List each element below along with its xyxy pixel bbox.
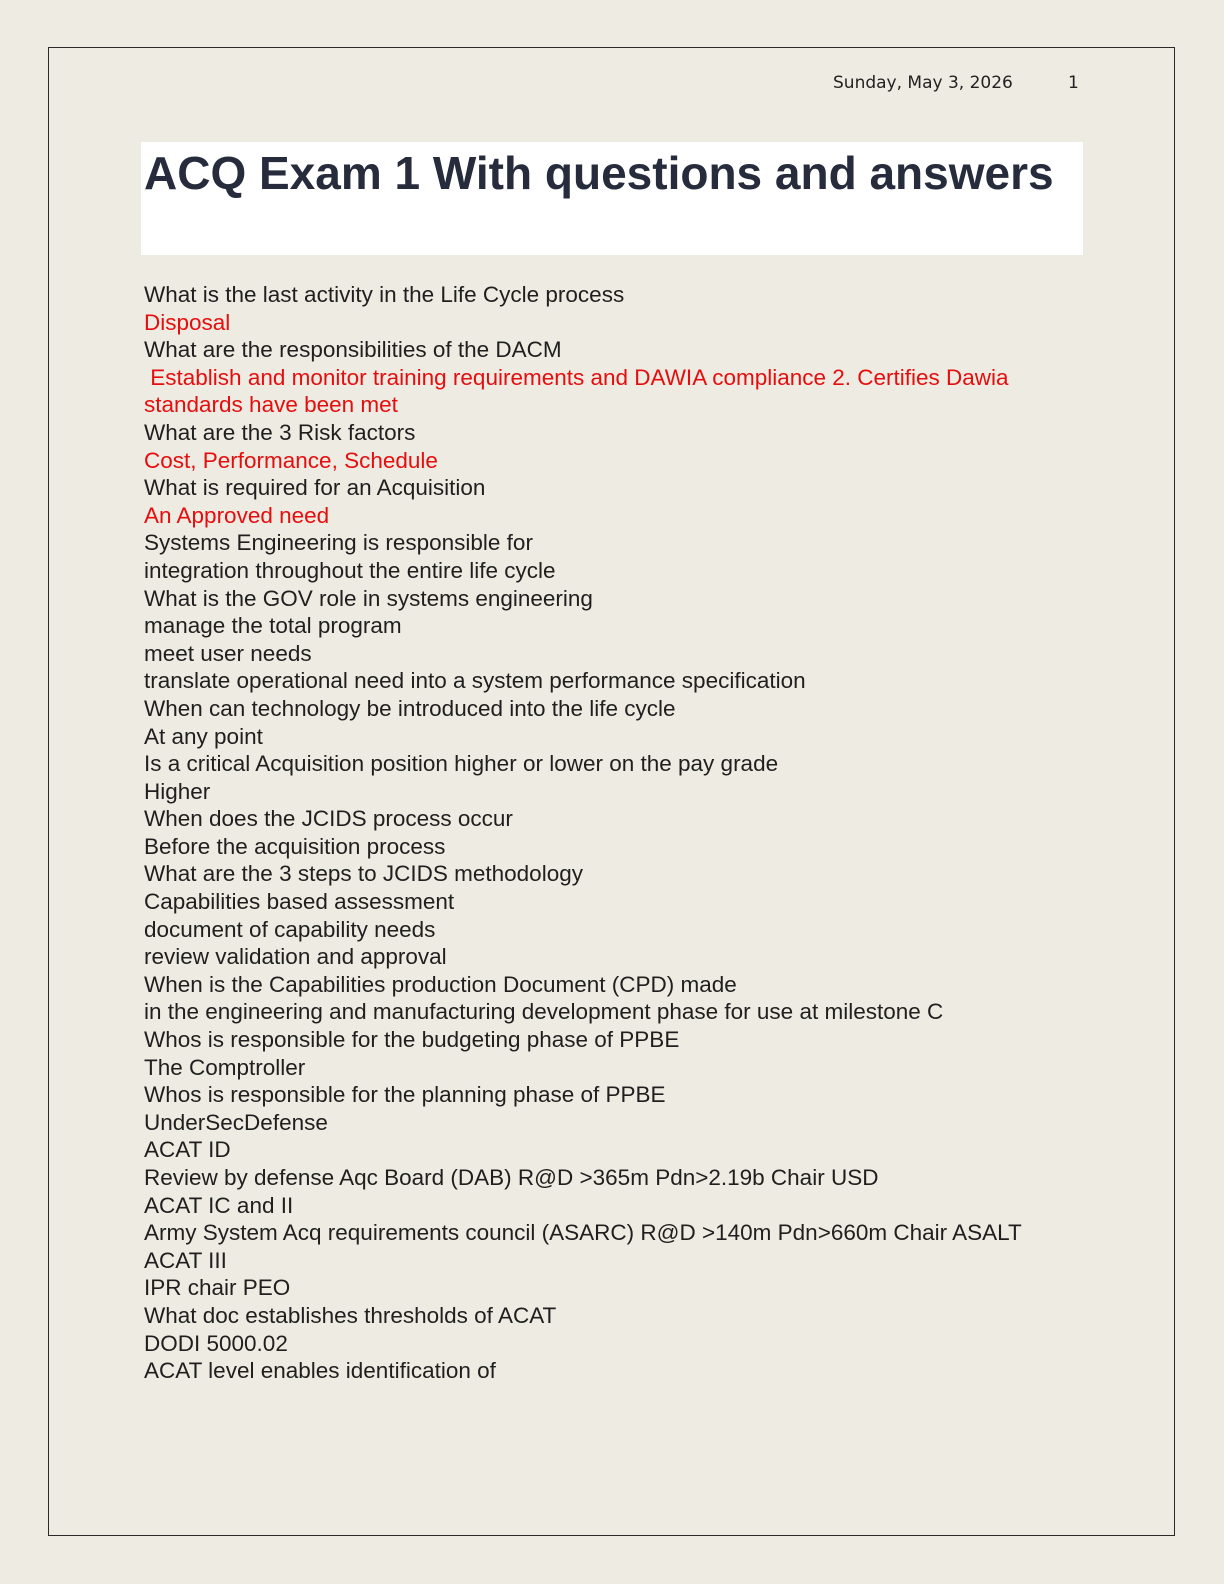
answer-line: Disposal [144,309,231,335]
text-line: integration throughout the entire life cycle [144,557,556,583]
document-title: ACQ Exam 1 With questions and answers [144,147,1054,199]
text-line: Capabilities based assessment [144,889,455,915]
text-line: IPR chair PEO [144,1275,291,1301]
text-line: Is a critical Acquisition position higher or lower on the pay grade [144,751,779,777]
answer-line: An Approved need [144,502,330,528]
text-line: manage the total program [144,613,402,639]
text-line: ACAT ID [144,1137,231,1163]
answer-line: Establish and monitor training requirements and DAWIA compliance 2. Certifies Dawia standards have been met [144,364,1015,418]
text-line: review validation and approval [144,944,447,970]
text-line: What doc establishes thresholds of ACAT [144,1302,557,1328]
text-line: Whos is responsible for the planning phase of PPBE [144,1082,666,1108]
text-line: What are the responsibilities of the DACM [144,337,562,363]
text-line: What is the GOV role in systems engineering [144,585,593,611]
page-number: 1 [1068,73,1079,93]
text-line: Higher [144,778,211,804]
text-line: The Comptroller [144,1054,306,1080]
text-line: What are the 3 Risk factors [144,419,416,445]
text-line: Before the acquisition process [144,833,446,859]
text-line: ACAT III [144,1247,227,1273]
text-line: translate operational need into a system performance specification [144,668,806,694]
text-line: When can technology be introduced into the life cycle [144,695,676,721]
header-date: Sunday, May 3, 2026 [833,73,1013,93]
text-line: At any point [144,723,263,749]
text-line: Whos is responsible for the budgeting phase of PPBE [144,1027,680,1053]
text-line: in the engineering and manufacturing development phase for use at milestone C [144,999,944,1025]
question-answer-list [144,281,1084,1385]
text-line: When does the JCIDS process occur [144,806,513,832]
answer-line: Cost, Performance, Schedule [144,447,438,473]
text-line: meet user needs [144,640,312,666]
text-line: What are the 3 steps to JCIDS methodology [144,861,583,887]
text-line: When is the Capabilities production Document (CPD) made [144,971,737,997]
text-line: Army System Acq requirements council (ASARC) R@D >140m Pdn>660m Chair ASALT [144,1220,1022,1246]
text-line: Systems Engineering is responsible for [144,530,533,556]
text-line: What is the last activity in the Life Cycle process [144,282,625,307]
text-line: document of capability needs [144,916,436,942]
text-line: UnderSecDefense [144,1109,328,1135]
text-line: What is required for an Acquisition [144,475,486,501]
text-line: Review by defense Aqc Board (DAB) R@D >365m Pdn>2.19b Chair USD [144,1165,879,1190]
text-line: DODI 5000.02 [144,1330,288,1356]
text-line: ACAT level enables identification of [144,1358,496,1384]
text-line: ACAT IC and II [144,1192,294,1218]
